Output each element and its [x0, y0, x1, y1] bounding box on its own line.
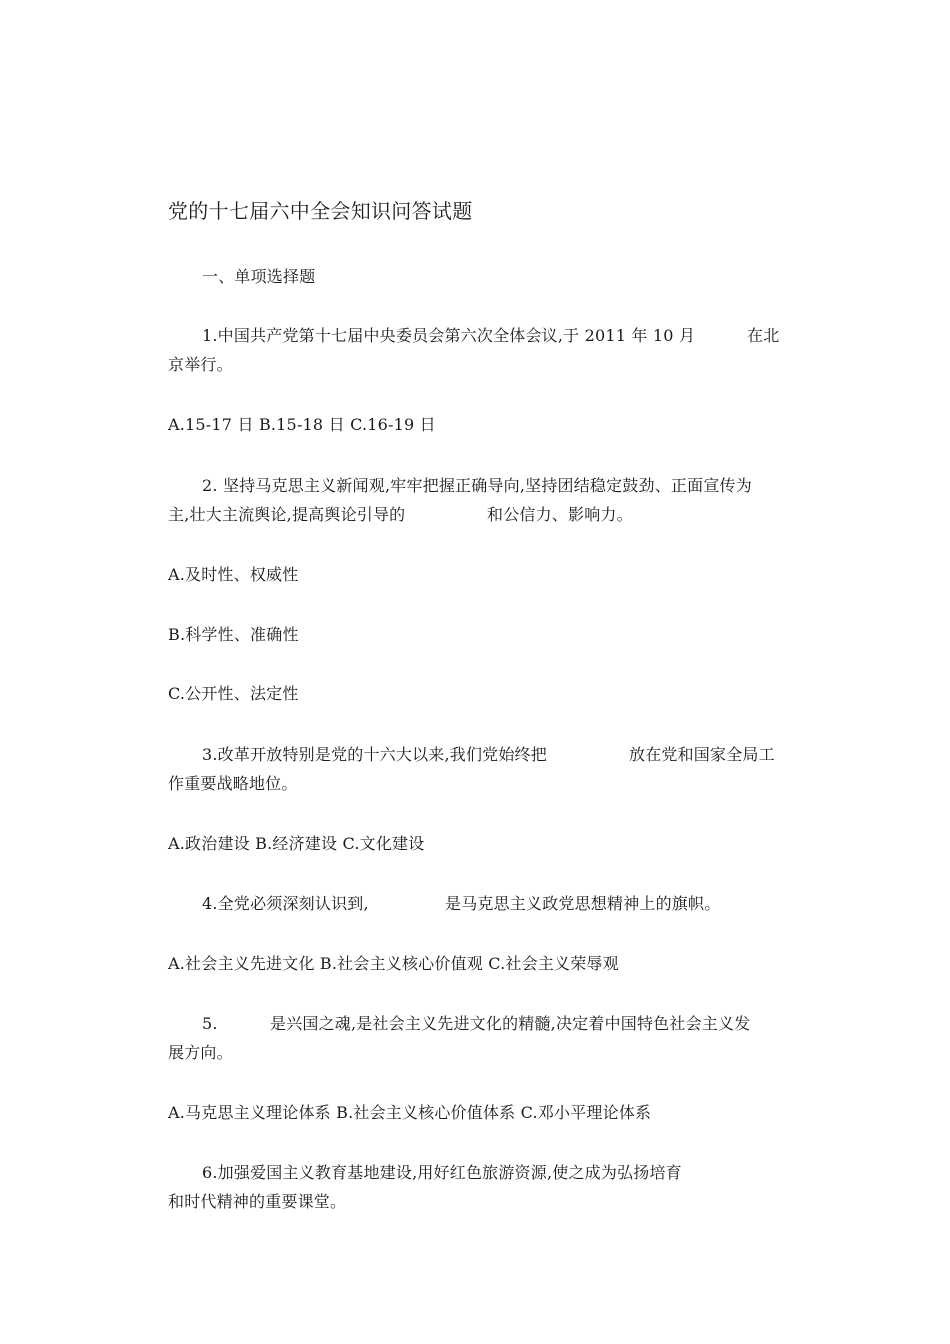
section-heading: 一、单项选择题 — [202, 267, 316, 286]
question-2-option-a: A.及时性、权威性 — [168, 565, 299, 584]
question-2-line-2-start: 主,壮大主流舆论,提高舆论引导的 — [168, 505, 406, 524]
question-3-line-1-start: 3.改革开放特别是党的十六大以来,我们党始终把 — [202, 745, 547, 764]
question-2-option-b: B.科学性、准确性 — [168, 625, 299, 644]
question-5-number: 5. — [202, 1014, 218, 1033]
question-4-options: A.社会主义先进文化 B.社会主义核心价值观 C.社会主义荣辱观 — [168, 954, 619, 973]
question-3-line-2: 作重要战略地位。 — [168, 774, 298, 793]
document-title: 党的十七届六中全会知识问答试题 — [168, 199, 473, 223]
question-4-line-1-start: 4.全党必须深刻认识到, — [202, 894, 369, 913]
question-5-options: A.马克思主义理论体系 B.社会主义核心价值体系 C.邓小平理论体系 — [168, 1103, 652, 1122]
question-1-line-1: 1.中国共产党第十七届中央委员会第六次全体会议,于 2011 年 10 月 — [202, 326, 696, 345]
question-6-line-2: 和时代精神的重要课堂。 — [168, 1192, 347, 1211]
question-3-line-1-end: 放在党和国家全局工 — [629, 745, 775, 764]
question-4-line-1-end: 是马克思主义政党思想精神上的旗帜。 — [445, 894, 721, 913]
question-1-line-2: 京举行。 — [168, 355, 233, 374]
question-5-line-2: 展方向。 — [168, 1043, 233, 1062]
question-2-line-2-end: 和公信力、影响力。 — [487, 505, 633, 524]
question-2-option-c: C.公开性、法定性 — [168, 684, 299, 703]
question-1-options: A.15-17 日 B.15-18 日 C.16-19 日 — [168, 415, 436, 434]
question-6-line-1: 6.加强爱国主义教育基地建设,用好红色旅游资源,使之成为弘扬培育 — [202, 1163, 682, 1182]
question-2-line-1: 2. 坚持马克思主义新闻观,牢牢把握正确导向,坚持团结稳定鼓劲、正面宣传为 — [202, 476, 752, 495]
question-3-options: A.政治建设 B.经济建设 C.文化建设 — [168, 834, 425, 853]
question-5-line-1: 是兴国之魂,是社会主义先进文化的精髓,决定着中国特色社会主义发 — [270, 1014, 751, 1033]
question-1-line-1-tail: 在北 — [747, 326, 780, 345]
